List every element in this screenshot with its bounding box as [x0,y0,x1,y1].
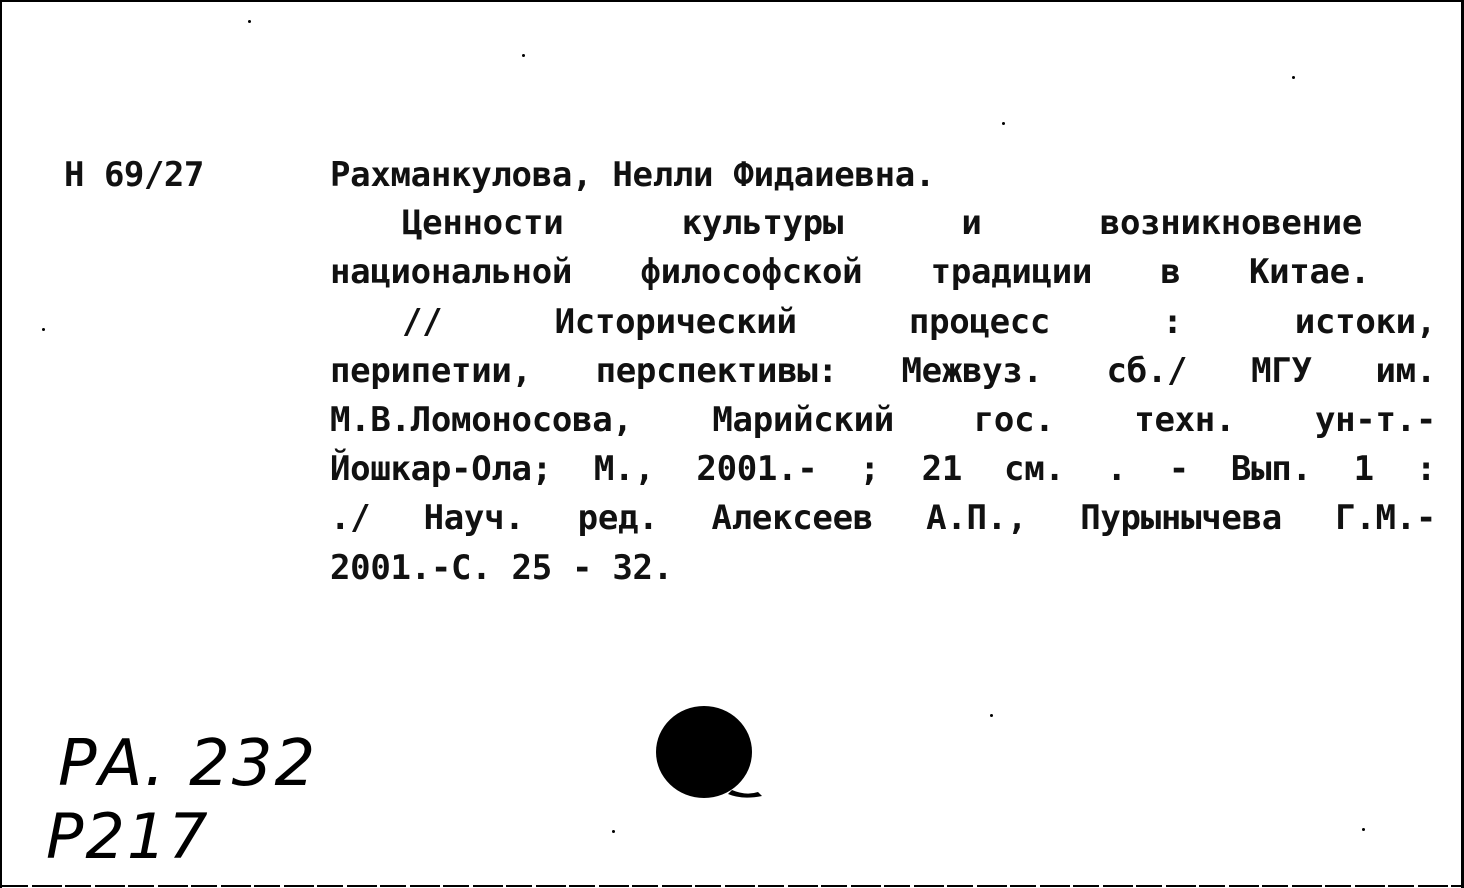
title-line-2: национальной философской традиции в Китае. [330,252,1370,292]
punch-hole-tear [728,780,764,800]
noise-speck [1002,122,1005,125]
source-line-3: М.В.Ломоносова, Марийский гос. техн. ун-т.- [330,400,1436,440]
source-line-1: // Исторический процесс : истоки, [402,302,1436,342]
shelfmark: Н 69/27 [64,155,204,195]
noise-speck [42,328,45,331]
handwritten-code-2: Р217 [46,800,210,873]
noise-speck [1292,76,1295,79]
source-line-2: перипетии, перспективы: Межвуз. сб./ МГУ им. [330,351,1436,391]
author-line: Рахманкулова, Нелли Фидаиевна. [330,155,936,195]
handwritten-code-1: РА. 232 [58,727,318,801]
source-line-5: ./ Науч. ред. Алексеев А.П., Пурынычева Г.М.- [330,498,1436,538]
source-line-4: Йошкар-Ола; М., 2001.- ; 21 см. . - Вып. 1 : [330,449,1436,489]
noise-speck [522,54,525,57]
noise-speck [248,20,251,23]
noise-speck [990,714,993,717]
pages-line: 2001.-С. 25 - 32. [330,548,673,588]
noise-speck [1362,828,1365,831]
title-line-1: Ценности культуры и возникновение [402,203,1362,243]
noise-speck [612,830,615,833]
card-bottom-edge [2,885,1461,887]
